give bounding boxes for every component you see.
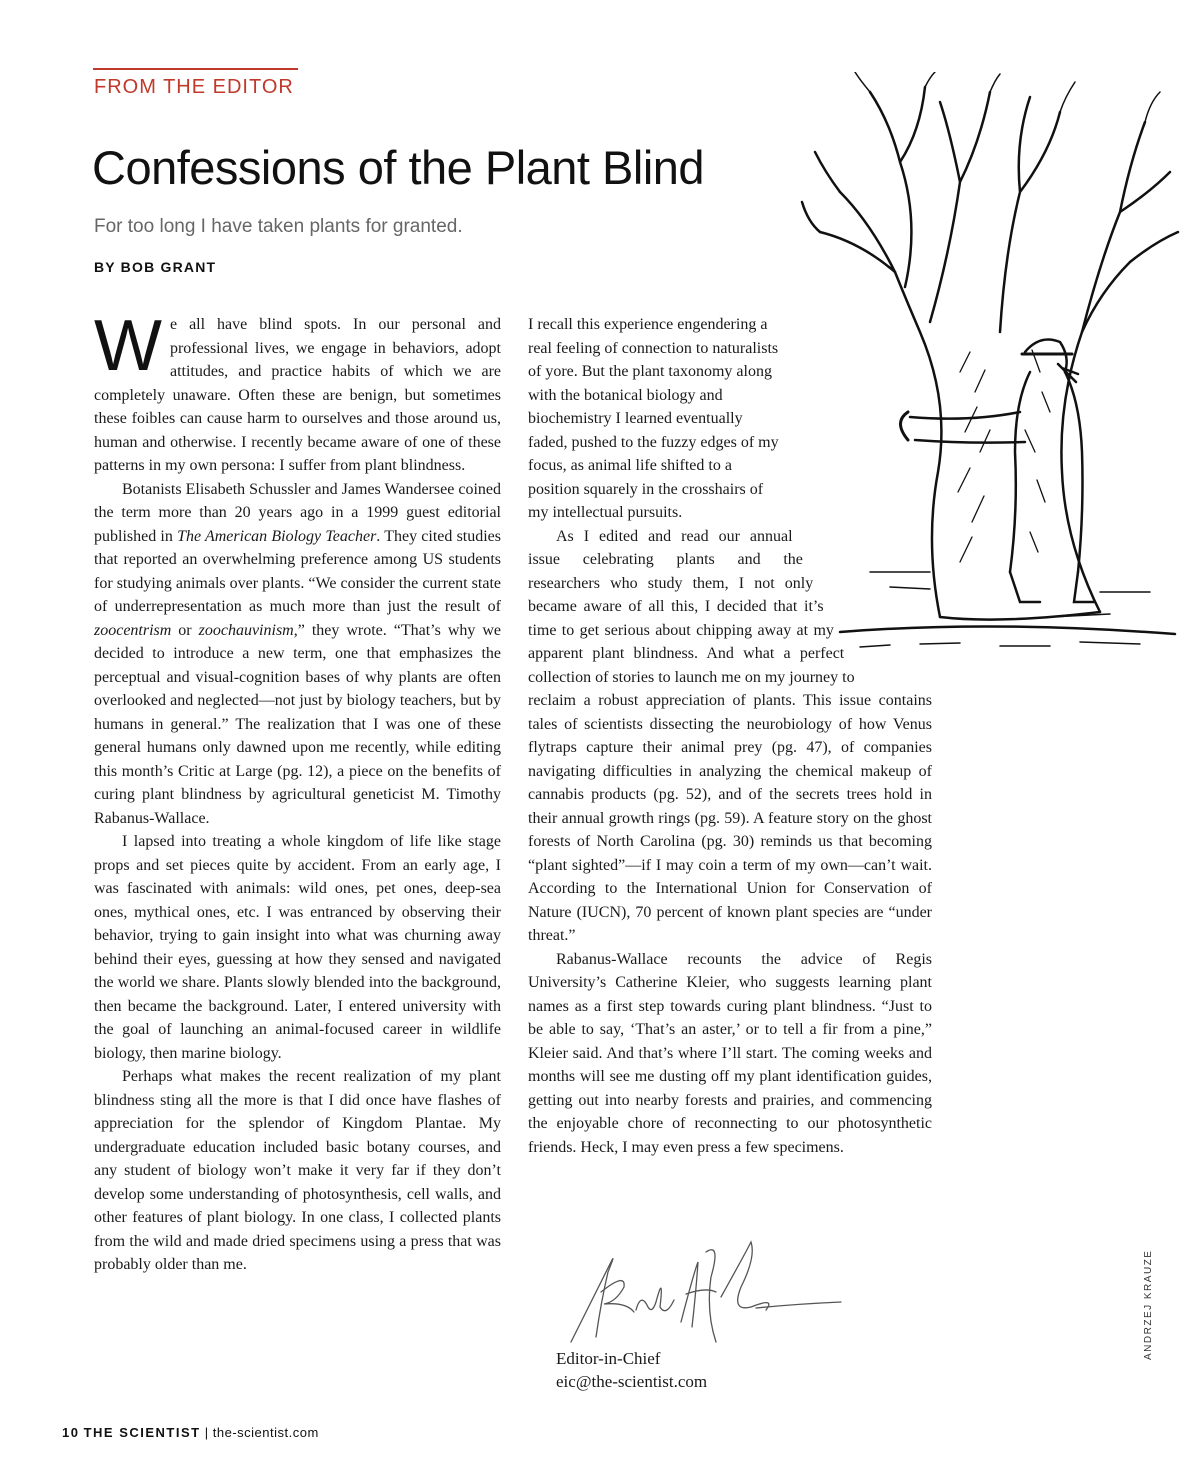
article-column-left bbox=[94, 306, 502, 1277]
paragraph-1 bbox=[94, 306, 501, 478]
man-hugging-tree-illustration bbox=[800, 72, 1180, 652]
paragraph-1-text: e all have blind spots. In our personal and professional lives, we engage in behaviors, adopt attitudes, and practice habits of which we are completely unaware. Often these are benign, but sometimes these foibles can cause harm to ourselves and those around us, human and otherwise. I recently became aware of one of these patterns in my own persona: I suffer from plant blindness. bbox=[94, 316, 501, 474]
paragraph-2-or: or bbox=[171, 621, 199, 639]
paragraph-2-text-c: ,” they wrote. “That’s why we decided to introduce a new term, one that emphasizes the perceptual and visual-cognition bases of why plants are often overlooked and neglected—not just by biology teachers, but by humans in general.” The realization that I was one of these general humans only dawned upon me recently, while editing this month’s Critic at Large (pg. 12), a piece on the benefits of curing plant blindness by agricultural geneticist M. Timothy Rabanus-Wallace. bbox=[94, 621, 502, 827]
paragraph-2 bbox=[94, 478, 501, 831]
paragraph-2-text-a: Botanists Elisabeth Schussler and James Wandersee coined the term more than 20 years ago in a 1999 guest editorial published in bbox=[94, 480, 501, 545]
term-zoochauvinism: zoochauvinism bbox=[198, 621, 294, 639]
signature-email[interactable]: eic@the-scientist.com bbox=[556, 1372, 708, 1391]
page-number: 10 bbox=[62, 1425, 80, 1440]
page-title: Confessions of the Plant Blind bbox=[92, 141, 705, 194]
paragraph-6: As I edited and read our annual issue celebrating plants and the researchers who study them, I not only became aware of all this, I decided that it’s time to get serious about chipping away at my apparent plant blindness. And what a perfect collection of stories to launch me on my journey to reclaim a robust appreciation of plants. This issue contains tales of scientists dissecting the neurobiology of how Venus flytraps capture their animal prey (pg. 47), of companies navigating difficulties in analyzing the chemical makeup of cannabis products (pg. 52), and of the secrets trees hold in their annual growth rings (pg. 59). A feature story on the ghost forests of North Carolina (pg. 30) reminds us that becoming “plant sighted”—if I may coin a term of my own—can’t wait. According to the International Union for Conservation of Nature (IUCN), 70 percent of known plant species are “under threat.” bbox=[528, 527, 932, 944]
byline: BY BOB GRANT bbox=[94, 259, 217, 275]
illustration-credit: ANDRZEJ KRAUZE bbox=[1143, 1249, 1154, 1360]
paragraph-5: I recall this experience engendering a real feeling of connection to naturalists of yore. But the plant taxonomy along with the botanical biology and biochemistry I learned eventually faded, pushed to the fuzzy edges of my focus, as animal life shifted to a position squarely in the crosshairs of my intellectual pursuits. bbox=[528, 316, 779, 521]
page-footer bbox=[62, 1425, 319, 1440]
deck-subtitle: For too long I have taken plants for granted. bbox=[94, 216, 463, 237]
section-rule bbox=[93, 68, 298, 70]
site-link[interactable]: the-scientist.com bbox=[212, 1425, 319, 1440]
magazine-name: THE SCIENTIST bbox=[83, 1425, 201, 1440]
footer-separator: | bbox=[204, 1425, 209, 1440]
paragraph-3: I lapsed into treating a whole kingdom of life like stage props and set pieces quite by accident. From an early age, I was fascinated with animals: wild ones, pet ones, deep-sea ones, mythical ones, etc. I was entranced by observing their behavior, trying to gain insight into what was churning away behind their eyes, guessing at how they sensed and navigated the world we share. Plants slowly blended into the background, then became the background. Later, I entered university with the goal of launching an animal-focused career in wildlife biology, then marine biology. bbox=[94, 833, 501, 1062]
signature-title: Editor-in-Chief bbox=[556, 1349, 661, 1368]
paragraph-7: Rabanus-Wallace recounts the advice of Regis University’s Catherine Kleier, who suggests learning plant names as a first step towards curing plant blindness. “Just to be able to say, ‘That’s an aster,’ or to tell a fir from a pine,” Kleier said. And that’s where I’ll start. The coming weeks and months will see me dusting off my plant identification guides, getting out into nearby forests and prairies, and commencing the enjoyable chore of reconnecting to our photosynthetic friends. Heck, I may even press a few specimens. bbox=[528, 950, 932, 1156]
term-zoocentrism: zoocentrism bbox=[94, 621, 172, 639]
section-label: FROM THE EDITOR bbox=[94, 76, 294, 98]
paragraph-4: Perhaps what makes the recent realization of my plant blindness sting all the more is that I did once have flashes of appreciation for the splendor of Kingdom Plantae. My undergraduate education included basic botany courses, and any student of biology won’t make it very far if they don’t develop some understanding of photosynthesis, cell walls, and other features of plant biology. In one class, I collected plants from the wild and made dried specimens using a press that was probably older than me. bbox=[94, 1068, 501, 1273]
journal-title: The American Biology Teacher bbox=[177, 527, 377, 545]
drop-cap: W bbox=[94, 306, 162, 386]
paragraph-2-text-b: . They cited studies that reported an overwhelming preference among US students for studying animals over plants. “We consider the current state of underrepresentation as much more than just the result of bbox=[94, 527, 502, 615]
handwritten-signature bbox=[556, 1232, 846, 1347]
